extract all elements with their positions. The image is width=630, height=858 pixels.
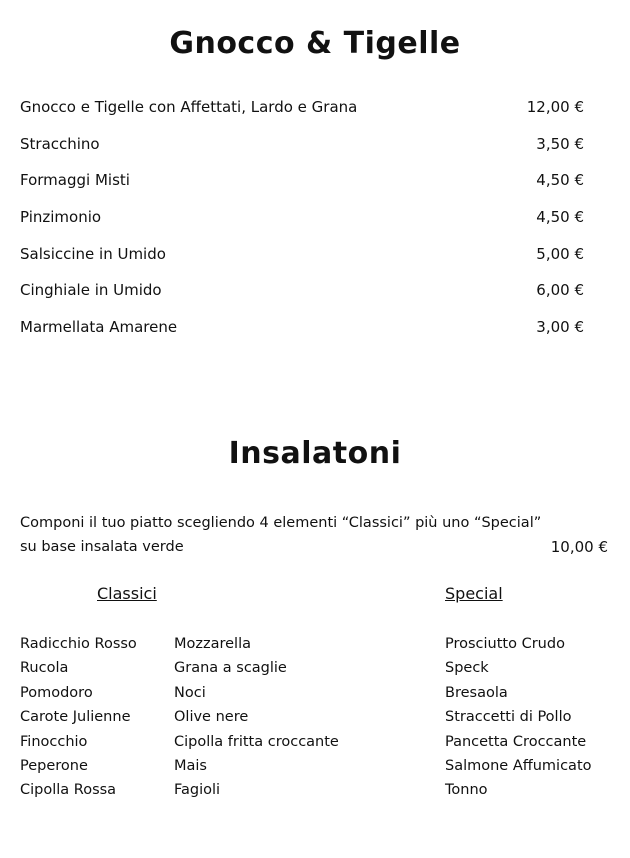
classici-column-2 [174,636,339,807]
list-item: Finocchio [20,733,88,750]
classici-column-1 [20,636,137,807]
list-item: Cipolla fritta croccante [174,733,339,750]
list-item: Pancetta Croccante [445,733,587,750]
list-item: Speck [445,660,489,677]
item-price: 6,00 € [536,281,584,300]
list-item: Noci [174,684,206,701]
list-item: Salmone Affumicato [445,757,592,774]
list-item: Prosciutto Crudo [445,636,565,652]
item-name: Gnocco e Tigelle con Affettati, Lardo e Grana [20,98,358,116]
item-name: Stracchino [20,134,100,153]
section-title-insalatoni: Insalatoni [228,436,402,471]
item-price: 5,00 € [536,244,584,263]
list-item: Peperone [20,757,88,774]
menu-item [20,208,590,245]
insalatoni-price: 10,00 € [550,538,608,556]
menu-item [20,98,590,135]
item-price: 3,50 € [536,134,584,153]
item-price: 4,50 € [536,208,584,227]
description-line-1: Componi il tuo piatto scegliendo 4 elementi “Classici” più uno “Special” [20,515,542,531]
description-line-2-row [20,535,610,559]
section-title-gnocco: Gnocco & Tigelle [169,26,461,61]
classici-heading: Classici [97,584,157,603]
item-name: Formaggi Misti [20,171,130,190]
gnocco-menu-list [20,98,590,355]
item-price: 4,50 € [536,171,584,190]
menu-item [20,318,590,355]
list-item: Mozzarella [174,636,251,652]
list-item: Fagioli [174,782,221,799]
item-name: Pinzimonio [20,208,102,227]
menu-item [20,245,590,282]
menu-item [20,281,590,318]
list-item: Mais [174,757,207,774]
list-item: Pomodoro [20,684,93,701]
list-item: Olive nere [174,709,249,726]
list-item: Carote Julienne [20,709,131,726]
description-line-2: su base insalata verde [20,539,184,555]
item-name: Salsiccine in Umido [20,244,166,263]
list-item: Rucola [20,660,69,677]
special-heading: Special [445,584,503,603]
list-item: Radicchio Rosso [20,636,137,652]
item-price: 3,00 € [536,318,584,337]
menu-item [20,171,590,208]
list-item: Tonno [445,782,488,799]
item-price: 12,00 € [526,98,584,116]
item-name: Marmellata Amarene [20,318,178,337]
item-name: Cinghiale in Umido [20,281,162,300]
list-item: Straccetti di Pollo [445,709,572,726]
list-item: Grana a scaglie [174,660,287,677]
special-column [445,636,592,807]
menu-item [20,135,590,172]
insalatoni-description [20,511,610,559]
list-item: Cipolla Rossa [20,782,117,799]
list-item: Bresaola [445,684,508,701]
